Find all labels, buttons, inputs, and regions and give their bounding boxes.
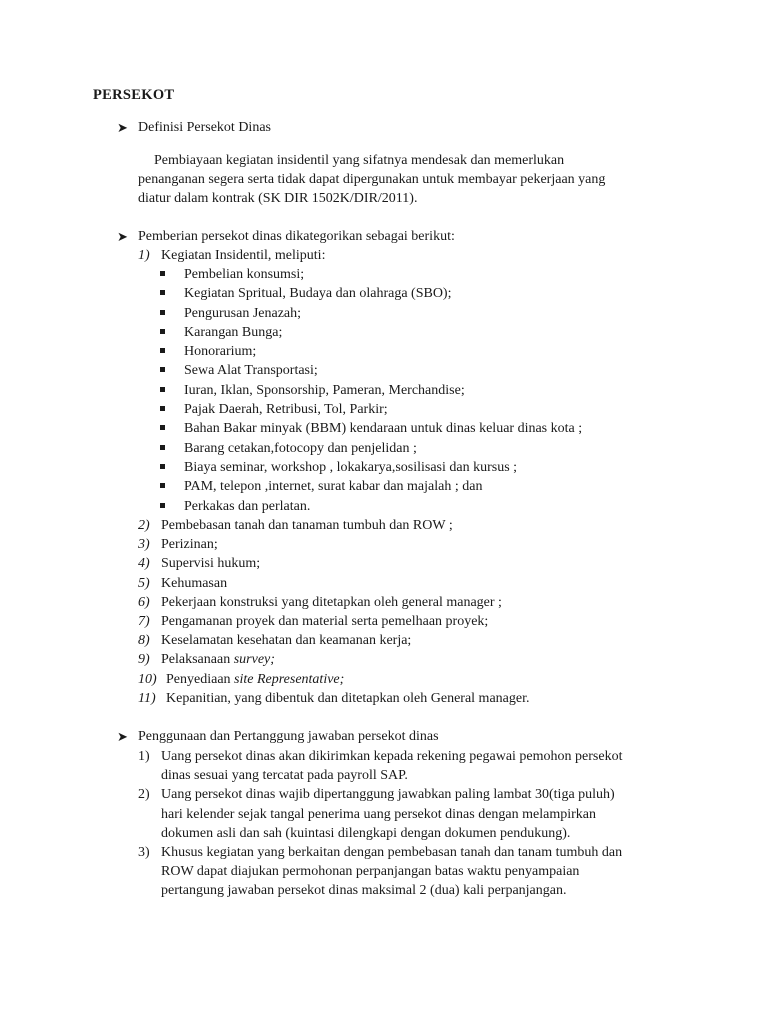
bullet-text: Karangan Bunga; xyxy=(184,324,283,340)
item-lines xyxy=(161,747,622,785)
section-heading-text: Definisi Persekot Dinas xyxy=(138,120,271,135)
item-number: 1) xyxy=(138,248,150,263)
item-lines xyxy=(161,843,622,901)
item-line: ROW dapat diajukan permohonan perpanjangan batas waktu penyampaian xyxy=(161,864,580,880)
bullet-text: Pembelian konsumsi; xyxy=(184,267,305,282)
item-lines xyxy=(161,785,615,843)
item-label: Pekerjaan konstruksi yang ditetapkan oleh general manager ; xyxy=(161,594,502,610)
bullet-text: Sewa Alat Transportasi; xyxy=(184,363,318,379)
item-line: Khusus kegiatan yang berkaitan dengan pembebasan tanah dan tanam tumbuh dan xyxy=(161,844,623,860)
item-number: 6) xyxy=(138,594,150,610)
square-bullet-icon xyxy=(160,310,165,315)
paragraph-line: diatur dalam kontrak (SK DIR 1502K/DIR/2011). xyxy=(138,191,418,207)
section-heading-text: Pemberian persekot dinas dikategorikan sebagai berikut: xyxy=(138,229,455,244)
arrow-bullet-icon: ➤ xyxy=(117,729,128,744)
square-bullet-icon xyxy=(160,387,165,392)
definition-paragraph xyxy=(138,151,638,209)
square-bullet-icon xyxy=(160,464,165,469)
item-number: 2) xyxy=(138,787,150,803)
arrow-bullet-icon: ➤ xyxy=(117,120,128,135)
bullet-text: Perkakas dan perlatan. xyxy=(184,498,311,514)
bullet-text: Pajak Daerah, Retribusi, Tol, Parkir; xyxy=(184,402,388,418)
item-label: Kepanitian, yang dibentuk dan ditetapkan oleh General manager. xyxy=(166,690,530,706)
arrow-bullet-icon: ➤ xyxy=(117,229,128,244)
item-line: Uang persekot dinas akan dikirimkan kepada rekening pegawai pemohon persekot xyxy=(161,749,623,764)
item-number: 5) xyxy=(138,575,150,591)
bullet-text: Biaya seminar, workshop , lokakarya,sosilisasi dan kursus ; xyxy=(184,459,518,475)
item-label: Keselamatan kesehatan dan keamanan kerja; xyxy=(161,633,412,649)
item-line: dokumen asli dan sah (kuintasi dilengkapi dengan dokumen pendukung). xyxy=(161,825,571,841)
bullet-text: Kegiatan Spritual, Budaya dan olahraga (SBO); xyxy=(184,286,452,302)
bullet-text: Iuran, Iklan, Sponsorship, Pameran, Merchandise; xyxy=(184,382,465,398)
square-bullet-icon xyxy=(160,271,165,276)
item-line: dinas sesuai yang tercatat pada payroll SAP. xyxy=(161,768,408,784)
square-bullet-icon xyxy=(160,483,165,488)
paragraph-line: penanganan segera serta tidak dapat dipergunakan untuk membayar pekerjaan yang xyxy=(138,172,606,188)
item-label-italic: survey; xyxy=(233,652,275,668)
square-bullet-icon xyxy=(160,290,165,295)
item-label: Pengamanan proyek dan material serta pemelhaan proyek; xyxy=(161,613,489,629)
item-number: 3) xyxy=(138,537,150,553)
item-number: 10) xyxy=(138,671,157,687)
item-label: Pembebasan tanah dan tanaman tumbuh dan ROW ; xyxy=(161,518,453,533)
item-line: hari kelender sejak tangal penerima uang persekot dinas dengan melampirkan xyxy=(161,806,596,822)
item-label: Kegiatan Insidentil, meliputi: xyxy=(161,248,326,263)
item-label: Supervisi hukum; xyxy=(161,556,261,572)
bullet-text: Barang cetakan,fotocopy dan penjelidan ; xyxy=(184,440,417,456)
item-number: 8) xyxy=(138,633,150,649)
paragraph-line: Pembiayaan kegiatan insidentil yang sifatnya mendesak dan memerlukan xyxy=(154,153,565,168)
square-bullet-icon xyxy=(160,503,165,508)
item-label-italic: site Representative; xyxy=(234,671,345,687)
item-label xyxy=(161,650,275,669)
bullet-text: Honorarium; xyxy=(184,344,257,360)
square-bullet-icon xyxy=(160,445,165,450)
item-line: pertangung jawaban persekot dinas maksimal 2 (dua) kali perpanjangan. xyxy=(161,883,567,899)
item-number: 7) xyxy=(138,613,150,629)
item-number: 1) xyxy=(138,749,150,764)
item-label: Perizinan; xyxy=(161,537,218,553)
item-label-plain: Penyediaan xyxy=(166,671,235,687)
square-bullet-icon xyxy=(160,367,165,372)
section-heading-text: Penggunaan dan Pertanggung jawaban persekot dinas xyxy=(138,729,439,744)
item-number: 2) xyxy=(138,518,150,533)
item-label: Kehumasan xyxy=(161,575,228,591)
square-bullet-icon xyxy=(160,406,165,411)
item-number: 3) xyxy=(138,844,150,860)
item-label-plain: Pelaksanaan xyxy=(161,652,234,668)
bullet-text: Pengurusan Jenazah; xyxy=(184,305,302,321)
item-number: 11) xyxy=(138,690,156,706)
bullet-text: Bahan Bakar minyak (BBM) kendaraan untuk dinas keluar dinas kota ; xyxy=(184,421,583,437)
square-bullet-icon xyxy=(160,348,165,353)
item-label xyxy=(166,670,344,689)
item-number: 4) xyxy=(138,556,150,572)
item-line: Uang persekot dinas wajib dipertanggung jawabkan paling lambat 30(tiga puluh) xyxy=(161,787,615,803)
item-number: 9) xyxy=(138,652,150,668)
square-bullet-icon xyxy=(160,425,165,430)
document-title: PERSEKOT xyxy=(93,87,175,103)
bullet-text: PAM, telepon ,internet, surat kabar dan majalah ; dan xyxy=(184,479,483,495)
square-bullet-icon xyxy=(160,329,165,334)
